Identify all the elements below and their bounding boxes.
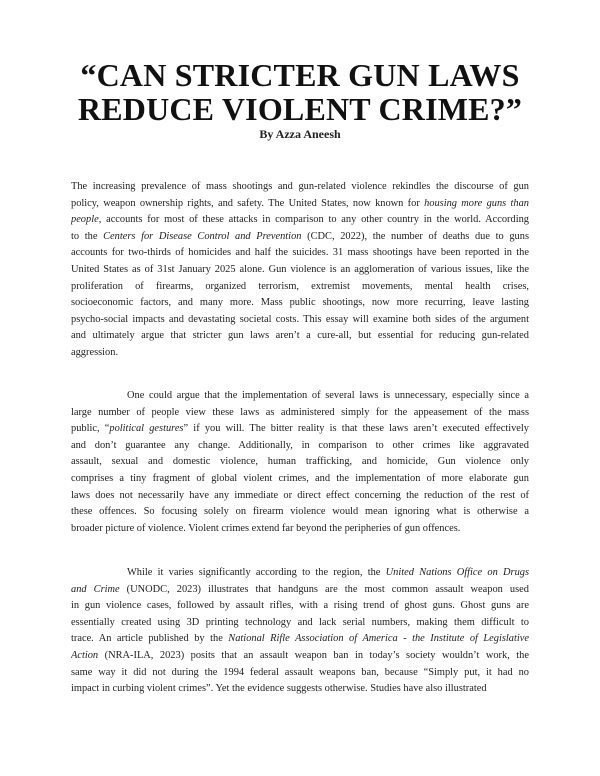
text-line [71,471,529,488]
text-run: large number of people view these laws as administered simply for the appeasement of the mass [71,406,529,418]
italic-text-run: housing more guns than [424,197,529,209]
italic-text-run: United Nations Office on Drugs [385,567,529,578]
text-line [71,405,529,422]
text-run: psycho-social impacts and devastating societal costs. This essay will examine both sides of the argument [71,313,529,325]
text-line [71,229,529,246]
italic-text-run: Centers for Disease Control and Prevention [103,230,302,242]
italic-text-run: and Crime [71,583,120,595]
text-line [71,212,529,229]
text-line [71,438,529,455]
text-run: (UNODC, 2023) illustrates that handguns are the most common assault weapon used [119,583,529,595]
text-line [71,388,529,405]
title-line-1: “CAN STRICTER GUN LAWS [80,57,520,93]
text-run: (NRA-ILA, 2023) posits that an assault weapon ban in today’s society wouldn’t work, the [98,649,529,661]
text-line [71,631,529,648]
text-line [71,648,529,665]
text-line [71,521,529,538]
text-run: in gun violence cases, followed by assault rifles, with a rising trend of ghost guns. Ghost guns are [71,600,529,612]
text-line [71,279,529,296]
text-line [71,488,529,505]
text-run: impact in curbing violent crimes”. Yet the evidence suggests otherwise. Studies have also illustrated [71,683,487,695]
text-run: One could argue that the implementation of several laws is unnecessary, especially since a [127,390,529,401]
text-run: The increasing prevalence of mass shootings and gun-related violence rekindles the discourse of gun [71,181,529,192]
text-run: ” if you will. The bitter reality is that these laws aren’t executed effectively [183,423,529,435]
text-line [71,421,529,438]
text-run: essentially created using 3D printing technology and lack serial numbers, making them difficult to [71,616,529,628]
text-run: (CDC, 2022), the number of deaths due to guns [301,230,529,242]
text-run: trace. An article published by the [71,633,229,645]
text-line [71,504,529,521]
author-byline: By Azza Aneesh [259,127,341,141]
text-line [71,179,529,196]
text-run: and don’t guarantee any change. Additionally, in comparison to other crimes like aggravated [71,439,529,451]
text-run: While it varies significantly according to the region, the [127,567,386,578]
text-line [71,615,529,632]
text-run: same way it did not during the 1994 federal assault weapons ban, because “Simply put, it had no [71,666,529,678]
text-run: broader picture of violence. Violent crimes extend far beyond the peripheries of gun offences. [71,522,461,534]
text-run: to the [71,230,104,242]
text-line [71,328,529,345]
text-line [71,454,529,471]
paragraph-1 [71,179,529,362]
paragraph-3 [71,565,529,698]
text-line [71,665,529,682]
text-line [71,565,529,582]
text-run: proliferation of firearms, organized terrorism, extremist movements, mental health crises, [71,280,529,292]
text-line [71,345,529,362]
text-run: , accounts for most of these attacks in comparison to any other country in the world. According [98,214,529,226]
text-line [71,262,529,279]
text-run: comprises a tiny fragment of global violent crimes, and the implementation of more elaborate gun [71,472,529,484]
text-run: laws does not necessarily have any immediate or direct effect concerning the reduction of the rest of [71,489,529,501]
title-line-2: REDUCE VIOLENT CRIME?” [77,91,523,127]
text-run: United States as of 31st January 2025 alone. Gun violence is an agglomeration of various issues, like the [71,263,529,275]
text-run: public, “ [71,423,110,435]
text-line [71,196,529,213]
italic-text-run: National Rifle Association of America - the Institute of Legislative [228,633,529,645]
text-run: policy, weapon ownership rights, and safety. The United States, now known for [71,197,425,209]
text-run: accounts for two-thirds of homicides and half the suicides. 31 mass shootings have been reported in the [71,247,529,259]
text-line [71,245,529,262]
paragraph-2 [71,388,529,537]
text-run: aggression. [71,346,119,358]
italic-text-run: people [71,214,99,226]
text-line [71,295,529,312]
text-run: and ultimately argue that stricter gun laws aren’t a cure-all, but essential for reducing gun-related [71,330,529,342]
text-run: assault, sexual and domestic violence, human trafficking, and homicide, Gun violence only [71,456,529,468]
text-run: socioeconomic factors, and many more. Mass public shootings, now more recurring, leave lasting [71,297,529,309]
text-line [71,681,529,698]
text-run: these offences. So focusing solely on firearm violence would mean ignoring what is otherwise a [71,506,529,518]
document-title [0,58,600,126]
text-line [71,582,529,599]
italic-text-run: political gestures [109,423,184,435]
text-line [71,598,529,615]
italic-text-run: Action [71,649,99,661]
text-line [71,312,529,329]
